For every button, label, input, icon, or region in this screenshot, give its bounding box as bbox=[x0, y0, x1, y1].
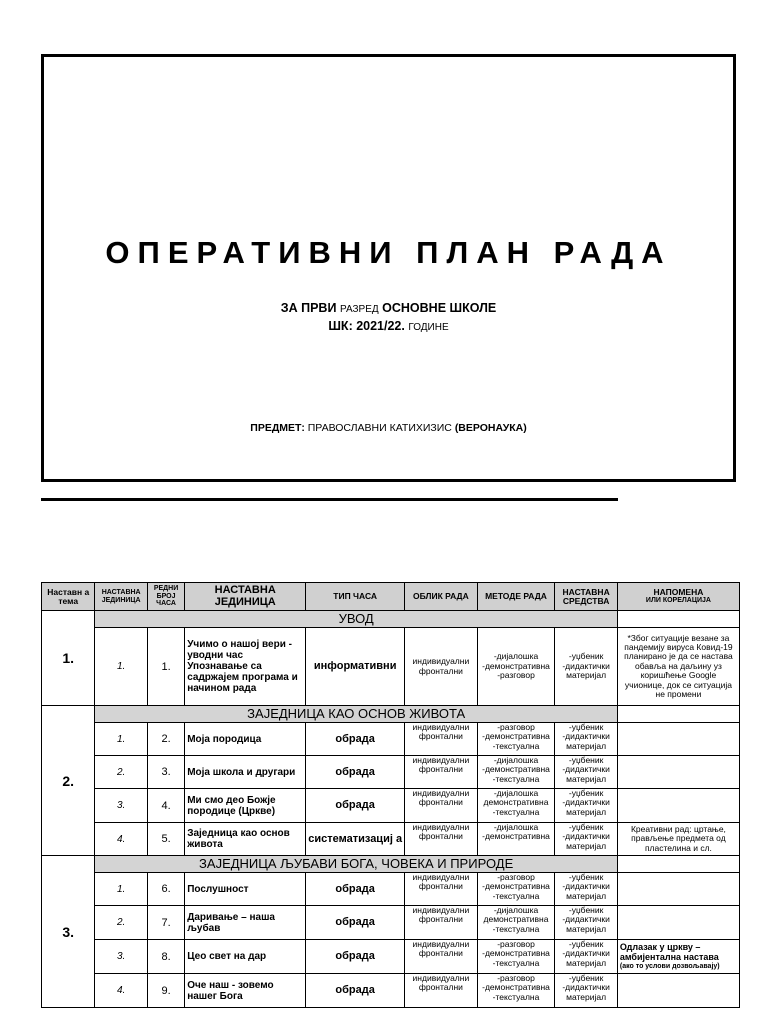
document-title: ОПЕРАТИВНИ ПЛАН РАДА bbox=[105, 235, 672, 270]
header-method: МЕТОДЕ РАДА bbox=[477, 583, 555, 611]
header-note-2: ИЛИ КОРЕЛАЦИЈА bbox=[645, 597, 711, 605]
lesson-number: 4. bbox=[147, 789, 184, 823]
section-title: ЗАЈЕДНИЦА КАО ОСНОВ ЖИВОТА bbox=[95, 706, 617, 723]
note-cell bbox=[617, 789, 739, 823]
lesson-type: обрада bbox=[306, 940, 405, 974]
section-title: ЗАЈЕДНИЦА ЉУБАВИ БОГА, ЧОВЕКА И ПРИРОДЕ bbox=[95, 856, 617, 873]
lesson-name: Цео свет на дар bbox=[185, 940, 306, 974]
work-form: индивидуални фронтални bbox=[405, 906, 478, 940]
lesson-type: обрада bbox=[306, 756, 405, 789]
header-means: НАСТАВНА СРЕДСТВА bbox=[555, 583, 618, 611]
unit-number: 1. bbox=[95, 723, 147, 756]
school-year-suffix: ГОДИНЕ bbox=[408, 322, 449, 333]
note-bold: Одлазак у цркву – амбијентална настава bbox=[619, 941, 719, 962]
lesson-name: Моја породица bbox=[185, 723, 306, 756]
lesson-name: Учимо о нашој вери - уводни час Упознавање са садржајем програма и начином рада bbox=[185, 628, 306, 706]
lesson-name: Ми смо део Божје породице (Цркве) bbox=[185, 789, 306, 823]
lesson-type: обрада bbox=[306, 789, 405, 823]
header-unit: НАСТАВНА ЈЕДИНИЦА bbox=[95, 583, 147, 611]
note-cell bbox=[617, 723, 739, 756]
lesson-type: систематизациј а bbox=[306, 823, 405, 856]
work-form: индивидуални фронтални bbox=[405, 823, 478, 856]
unit-number: 4. bbox=[95, 823, 147, 856]
lesson-name: Даривање – наша љубав bbox=[185, 906, 306, 940]
lesson-type: обрада bbox=[306, 723, 405, 756]
work-form: индивидуални фронтални bbox=[405, 873, 478, 906]
unit-number: 1. bbox=[95, 628, 147, 706]
unit-number: 2. bbox=[95, 906, 147, 940]
lesson-name: Послушност bbox=[185, 873, 306, 906]
table-row bbox=[42, 789, 740, 823]
teaching-means: -уџбеник -дидактички материјал bbox=[555, 756, 618, 789]
work-form: индивидуални фронтални bbox=[405, 628, 478, 706]
header-name: НАСТАВНА ЈЕДИНИЦА bbox=[185, 583, 306, 611]
lesson-type: обрада bbox=[306, 974, 405, 1008]
work-method: -дијалошка -демонстративна -текстуална bbox=[477, 756, 555, 789]
table-row bbox=[42, 723, 740, 756]
lesson-number: 7. bbox=[147, 906, 184, 940]
table-row bbox=[42, 974, 740, 1008]
lesson-number: 5. bbox=[147, 823, 184, 856]
horizontal-rule bbox=[41, 498, 618, 501]
work-method: -разговор -демонстративна -текстуална bbox=[477, 723, 555, 756]
teaching-means: -уџбеник -дидактички материјал bbox=[555, 906, 618, 940]
lesson-type: обрада bbox=[306, 906, 405, 940]
note-small: (ако то услови дозвољавају) bbox=[619, 962, 720, 970]
header-form: ОБЛИК РАДА bbox=[405, 583, 478, 611]
teaching-means: -уџбеник -дидактички материјал bbox=[555, 873, 618, 906]
lesson-type: информативни bbox=[306, 628, 405, 706]
table-row bbox=[42, 756, 740, 789]
teaching-means: -уџбеник -дидактички материјал bbox=[555, 723, 618, 756]
work-method: -разговор -демонстративна -текстуална bbox=[477, 940, 555, 974]
unit-number: 3. bbox=[95, 940, 147, 974]
section-note-cell bbox=[617, 856, 739, 873]
cover-box bbox=[41, 54, 736, 482]
section-header-row bbox=[42, 706, 740, 723]
subject-paren: (ВЕРОНАУКА) bbox=[454, 422, 527, 434]
work-method: -разговор -демонстративна -текстуална bbox=[477, 974, 555, 1008]
teaching-means: -уџбеник -дидактички материјал bbox=[555, 628, 618, 706]
subject-value: ПРАВОСЛАВНИ КАТИХИЗИС bbox=[307, 422, 452, 434]
header-type: ТИП ЧАСА bbox=[306, 583, 405, 611]
note-cell bbox=[617, 756, 739, 789]
subject-line bbox=[44, 422, 733, 434]
note-cell bbox=[617, 974, 739, 1008]
table-row bbox=[42, 873, 740, 906]
subject-label: ПРЕДМЕТ: bbox=[250, 422, 305, 434]
lesson-number: 2. bbox=[147, 723, 184, 756]
note-cell bbox=[617, 906, 739, 940]
section-note-cell bbox=[617, 706, 739, 723]
unit-number: 4. bbox=[95, 974, 147, 1008]
lesson-number: 3. bbox=[147, 756, 184, 789]
school-year: ШК: 2021/22. bbox=[328, 319, 405, 333]
unit-number: 2. bbox=[95, 756, 147, 789]
work-form: индивидуални фронтални bbox=[405, 723, 478, 756]
grade-line-a: ЗА ПРВИ bbox=[280, 301, 337, 315]
work-form: индивидуални фронтални bbox=[405, 940, 478, 974]
work-form: индивидуални фронтални bbox=[405, 756, 478, 789]
lesson-name: Моја школа и другари bbox=[185, 756, 306, 789]
work-form: индивидуални фронтални bbox=[405, 789, 478, 823]
theme-cell: 2. bbox=[42, 706, 95, 856]
school-year-line bbox=[44, 319, 733, 333]
work-form: индивидуални фронтални bbox=[405, 974, 478, 1008]
table-row bbox=[42, 906, 740, 940]
header-note bbox=[617, 583, 739, 611]
table-row bbox=[42, 823, 740, 856]
note-cell bbox=[617, 940, 739, 974]
teaching-means: -уџбеник -дидактички материјал bbox=[555, 823, 618, 856]
section-header-row bbox=[42, 856, 740, 873]
lesson-name: Заједница као основ живота bbox=[185, 823, 306, 856]
grade-line bbox=[44, 301, 733, 315]
lesson-number: 1. bbox=[147, 628, 184, 706]
note-cell bbox=[617, 873, 739, 906]
header-note-1: НАПОМЕНА bbox=[653, 587, 704, 598]
lesson-number: 9. bbox=[147, 974, 184, 1008]
section-header-row bbox=[42, 611, 740, 628]
unit-number: 3. bbox=[95, 789, 147, 823]
lesson-type: обрада bbox=[306, 873, 405, 906]
section-note-cell bbox=[617, 611, 739, 628]
note-cell: Креативни рад: цртање, прављење предмета од пластелина и сл. bbox=[617, 823, 739, 856]
teaching-means: -уџбеник -дидактички материјал bbox=[555, 940, 618, 974]
work-method: -дијалошка демонстративна -текстуална bbox=[477, 906, 555, 940]
plan-table bbox=[41, 582, 740, 1008]
table-header-row bbox=[42, 583, 740, 611]
work-method: -дијалошка -демонстративна bbox=[477, 823, 555, 856]
work-method: -разговор -демонстративна -текстуална bbox=[477, 873, 555, 906]
teaching-means: -уџбеник -дидактички материјал bbox=[555, 789, 618, 823]
lesson-name: Оче наш - зовемо нашег Бога bbox=[185, 974, 306, 1008]
header-theme: Наставн а тема bbox=[42, 583, 95, 611]
note-cell: *Због ситуације везане за пандемију вируса Ковид-19 планирано је да се настава обавља на даљину уз коришћење Google учионице, док се ситуација не промени bbox=[617, 628, 739, 706]
lesson-number: 8. bbox=[147, 940, 184, 974]
work-method: -дијалошка -демонстративна -разговор bbox=[477, 628, 555, 706]
table-row bbox=[42, 628, 740, 706]
theme-cell: 3. bbox=[42, 856, 95, 1008]
grade-line-c: ОСНОВНЕ ШКОЛЕ bbox=[382, 301, 497, 315]
header-num: РЕДНИ БРОЈ ЧАСА bbox=[147, 583, 184, 611]
grade-line-b: РАЗРЕД bbox=[339, 304, 379, 315]
lesson-number: 6. bbox=[147, 873, 184, 906]
table-row bbox=[42, 940, 740, 974]
teaching-means: -уџбеник -дидактички материјал bbox=[555, 974, 618, 1008]
work-method: -дијалошка демонстративна -текстуална bbox=[477, 789, 555, 823]
unit-number: 1. bbox=[95, 873, 147, 906]
theme-cell: 1. bbox=[42, 611, 95, 706]
section-title: УВОД bbox=[95, 611, 617, 628]
